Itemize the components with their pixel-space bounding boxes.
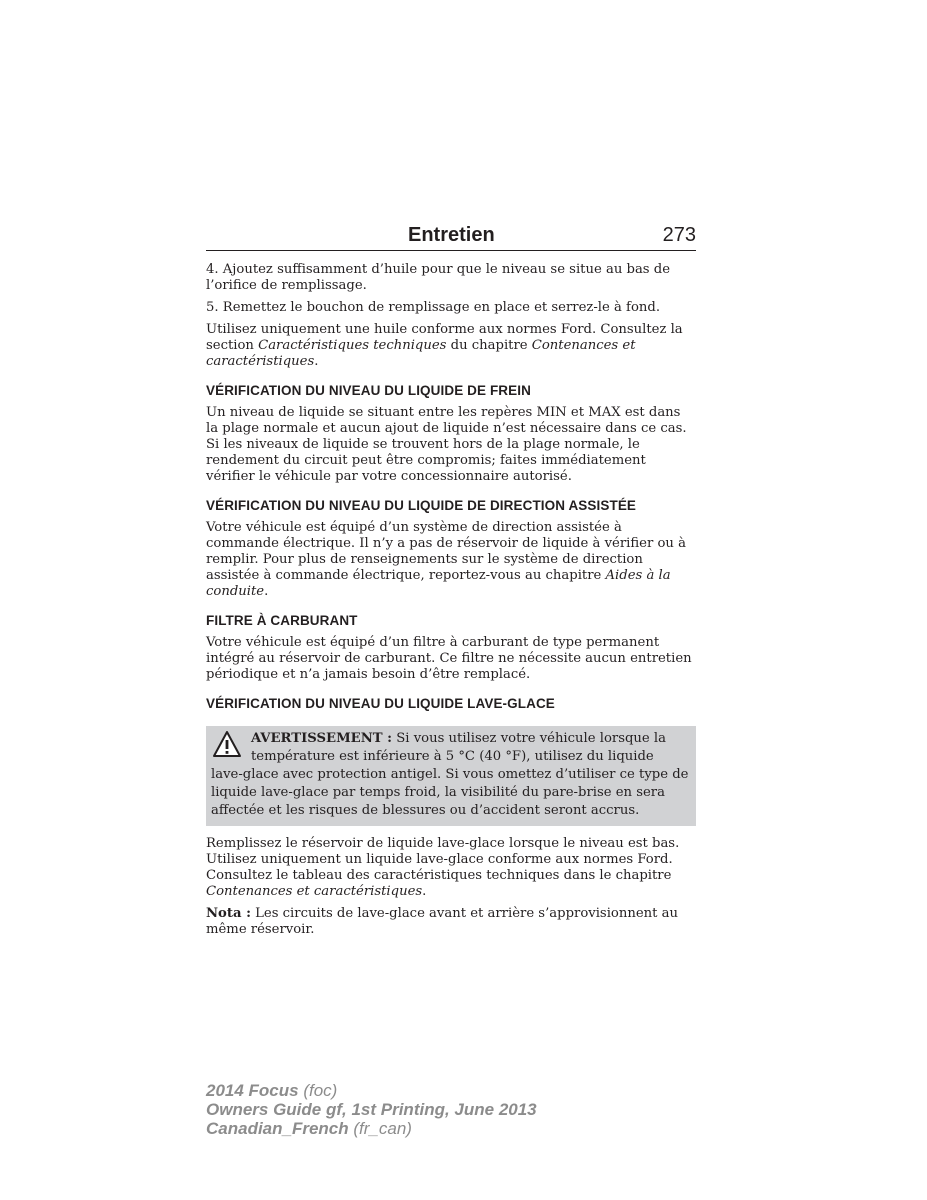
oil-note-text-1: Utilisez uniquement une huile conforme aux normes Ford. Consultez la section — [206, 322, 683, 353]
steering-ref: Aides à la conduite — [206, 568, 671, 599]
brake-heading: VÉRIFICATION DU NIVEAU DU LIQUIDE DE FREIN — [206, 383, 531, 398]
oil-note-ref-1: Caractéristiques techniques — [258, 338, 447, 353]
washer-text-end: . — [422, 884, 427, 899]
washer-heading: VÉRIFICATION DU NIVEAU DU LIQUIDE LAVE-GLACE — [206, 696, 555, 711]
steering-text-body: Votre véhicule est équipé d’un système de direction assistée à commande électrique. Il n’y a pas de réservoir de liquide à vérifier ou à remplir. Pour plus de renseignements sur le système de direction assistée à commande électrique, reportez-vous au chapitre — [206, 520, 686, 583]
step-5: 5. Remettez le bouchon de remplissage en place et serrez-le à fond. — [206, 300, 661, 315]
warning-text-rest: lave-glace avec protection antigel. Si vous omettez d’utiliser ce type de liquide lave-glace par temps froid, la visibilité du pare-brise en sera affectée et les risques de blessures ou d’accident seront accrus. — [211, 767, 689, 818]
warning-text-1: Si vous utilisez votre véhicule lorsque la — [392, 731, 666, 746]
print-footer — [206, 1081, 537, 1138]
step-4: 4. Ajoutez suffisamment d’huile pour que le niveau se situe au bas de l’orifice de remplissage. — [206, 262, 671, 293]
page-header — [206, 224, 696, 251]
footer-line-2 — [206, 1100, 537, 1119]
footer-language: Canadian_French — [206, 1119, 349, 1138]
warning-box — [206, 726, 696, 826]
fuel-filter-heading: FILTRE À CARBURANT — [206, 613, 358, 628]
brake-text: Un niveau de liquide se situant entre les repères MIN et MAX est dans la plage normale et aucun ajout de liquide n’est nécessaire dans ce cas. Si les niveaux de liquide se trouvent hors de la plage normale, le rendement du circuit peut être compromis; faites immédiatement vérifier le véhicule par votre concessionnaire autorisé. — [206, 405, 687, 484]
oil-note-text-2: du chapitre — [446, 338, 532, 353]
footer-language-code: (fr_can) — [348, 1119, 412, 1138]
page-number: 273 — [662, 224, 696, 246]
note-text: Les circuits de lave-glace avant et arrière s’approvisionnent au même réservoir. — [206, 906, 678, 937]
washer-note — [206, 906, 696, 938]
warning-label: AVERTISSEMENT : — [251, 731, 393, 746]
warning-line-1 — [211, 730, 690, 748]
steering-heading: VÉRIFICATION DU NIVEAU DU LIQUIDE DE DIRECTION ASSISTÉE — [206, 498, 637, 513]
steering-text — [206, 520, 696, 600]
footer-model: 2014 Focus — [206, 1081, 299, 1100]
page-content — [206, 262, 696, 944]
washer-text-body: Remplissez le réservoir de liquide lave-glace lorsque le niveau est bas. Utilisez uniquement un liquide lave-glace conforme aux normes Ford. Consultez le tableau des caractéristiques techniques dans le chapitre — [206, 836, 680, 883]
footer-printing: Owners Guide gf, 1st Printing, June 2013 — [206, 1100, 537, 1119]
washer-ref: Contenances et caractéristiques — [206, 884, 423, 899]
warning-line-2: température est inférieure à 5 °C (40 °F), utilisez du liquide — [251, 749, 654, 764]
oil-note-text-3: . — [314, 354, 319, 369]
fuel-filter-text: Votre véhicule est équipé d’un filtre à carburant de type permanent intégré au réservoir de carburant. Ce filtre ne nécessite aucun entretien périodique et n’a jamais besoin d’être remplacé. — [206, 635, 692, 682]
warning-icon — [212, 730, 242, 758]
oil-note — [206, 322, 696, 370]
footer-model-code: (foc) — [298, 1081, 338, 1100]
washer-text — [206, 836, 696, 900]
footer-line-1 — [206, 1081, 537, 1100]
note-label: Nota : — [206, 906, 251, 921]
chapter-title: Entretien — [408, 224, 495, 246]
footer-line-3 — [206, 1119, 537, 1138]
oil-note-ref-2: Contenances et caractéristiques — [206, 338, 636, 369]
steering-text-end: . — [264, 584, 269, 599]
